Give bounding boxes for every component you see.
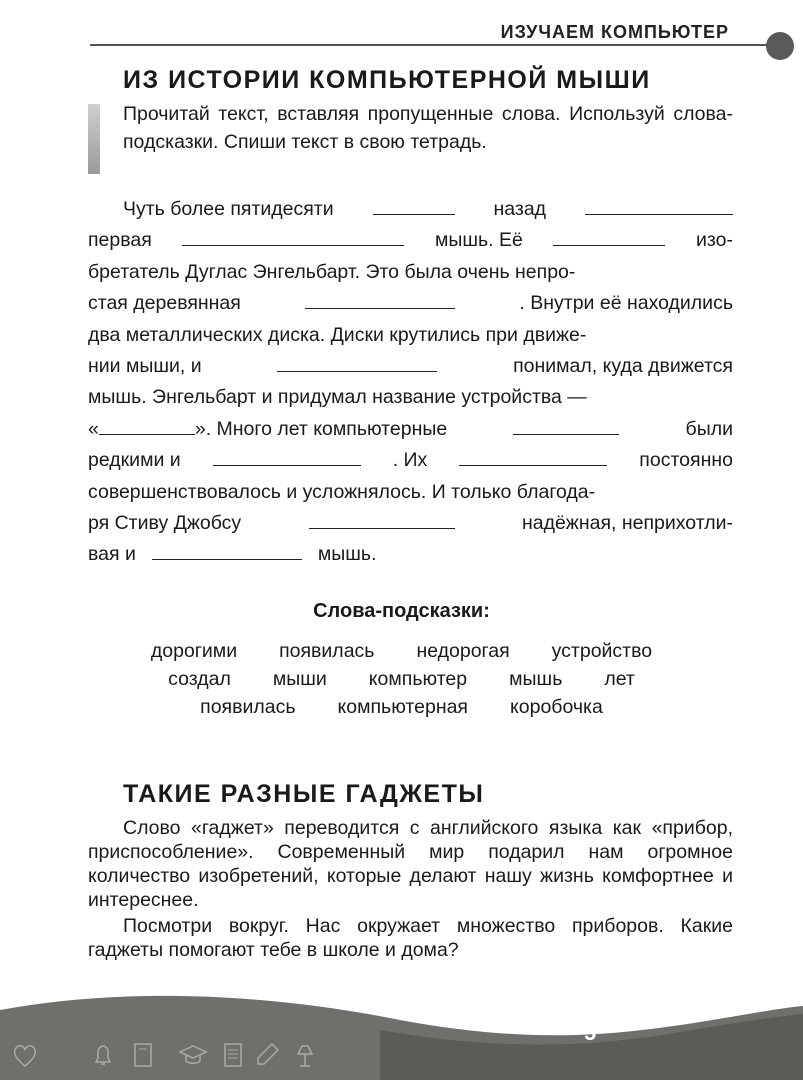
text-segment: назад [493,198,547,220]
document-icon [218,1040,248,1070]
blank-3[interactable] [182,244,404,246]
text-segment: ». Много лет компьютерные [194,417,448,440]
header-rule [90,44,780,46]
text-line-2 [88,229,733,260]
bell-icon [88,1040,118,1070]
blank-8[interactable] [513,433,619,435]
text-line-9 [88,449,733,480]
text-line-6 [88,355,733,386]
hint-word: лет [604,668,635,690]
text-line-8 [88,418,733,449]
hint-word: появилась [200,696,296,718]
blank-1[interactable] [373,213,455,215]
blank-7[interactable] [99,433,195,435]
heart-hand-icon [10,1040,40,1070]
hint-word: компьютерная [337,696,468,718]
text-segment: вая и [88,543,136,566]
graduation-cap-icon [178,1040,208,1070]
blank-12[interactable] [152,558,302,560]
notebook-icon [128,1040,158,1070]
text-segment: мышь. Энгельбарт и придумал название устройства — [88,386,587,409]
blank-6[interactable] [277,370,437,372]
section2-title: ТАКИЕ РАЗНЫЕ ГАДЖЕТЫ [123,780,485,808]
hint-word: создал [168,668,231,690]
hint-word: коробочка [510,696,603,718]
text-segment: « [88,417,99,440]
text-line-3 [88,261,733,292]
hint-word: мышь [509,668,563,690]
blank-11[interactable] [309,527,455,529]
text-segment: постоянно [639,449,733,472]
section2-paragraph-1: Слово «гаджет» переводится с английского языка как «прибор, приспособление». Современный мир подарил нам огромное количество изобретений, которые делают нашу жизнь комфортнее и интереснее. [88,817,733,911]
blank-5[interactable] [305,307,455,309]
text-segment: . Их [392,449,428,472]
section1-instruction: Прочитай текст, вставляя пропущенные слова. Используй слова-подсказки. Спиши текст в свою тетрадь. [123,103,733,153]
text-line-1 [88,198,733,229]
text-segment: два металлических диска. Диски крутились при движе- [88,323,587,346]
hint-word: устройство [551,640,653,662]
blank-10[interactable] [459,464,607,466]
hints-row-3 [0,696,803,719]
hint-word: дорогими [150,640,238,662]
text-line-7 [88,386,733,417]
pencil-icon [252,1040,282,1070]
blank-4[interactable] [553,244,665,246]
fill-in-text [88,198,733,575]
hint-word: мыши [272,668,327,690]
section1-title: ИЗ ИСТОРИИ КОМПЬЮТЕРНОЙ МЫШИ [123,66,651,94]
text-segment: надёжная, неприхотли- [521,511,733,534]
text-segment: первая [88,229,152,252]
header-dot [766,32,794,60]
text-line-12 [88,543,733,574]
text-segment: бретатель Дуглас Энгельбарт. Это была очень непро- [88,260,576,283]
blank-2[interactable] [585,213,733,215]
page-header [0,0,803,70]
hint-word: появилась [279,640,375,662]
text-segment: . Внутри её находились [519,292,733,315]
instruction-accent-bar [88,104,100,174]
blank-9[interactable] [213,464,361,466]
text-segment: мышь. [317,543,377,566]
hints-row-1 [0,640,803,663]
lamp-icon [290,1040,320,1070]
footer-icons [0,1040,803,1080]
text-line-4 [88,292,733,323]
quote-blank-group [88,418,447,441]
text-segment: Чуть более пятидесяти [123,198,334,220]
text-line-11 [88,512,733,543]
text-line-10 [88,481,733,512]
text-segment: были [685,417,733,440]
hints-row-2 [0,668,803,691]
hint-word: компьютер [368,668,468,690]
text-segment: редкими и [88,449,181,472]
text-segment: мышь. Её [434,229,523,252]
text-line-5 [88,324,733,355]
page-number: 5 [584,1020,597,1045]
section2-paragraph-2: Посмотри вокруг. Нас окружает множество приборов. Какие гаджеты помогают тебе в школе и дома? [88,915,733,961]
text-segment: стая деревянная [88,292,241,315]
text-segment: совершенствовалось и усложнялось. И только благода- [88,480,596,503]
text-segment: нии мыши, и [88,354,202,377]
text-segment: понимал, куда движется [513,354,733,377]
hints-title: Слова-подсказки: [313,600,490,622]
text-segment: изо- [696,229,733,252]
hint-word: недорогая [416,640,510,662]
header-title: ИЗУЧАЕМ КОМПЬЮТЕР [500,22,729,42]
text-segment: ря Стиву Джобсу [88,511,242,534]
